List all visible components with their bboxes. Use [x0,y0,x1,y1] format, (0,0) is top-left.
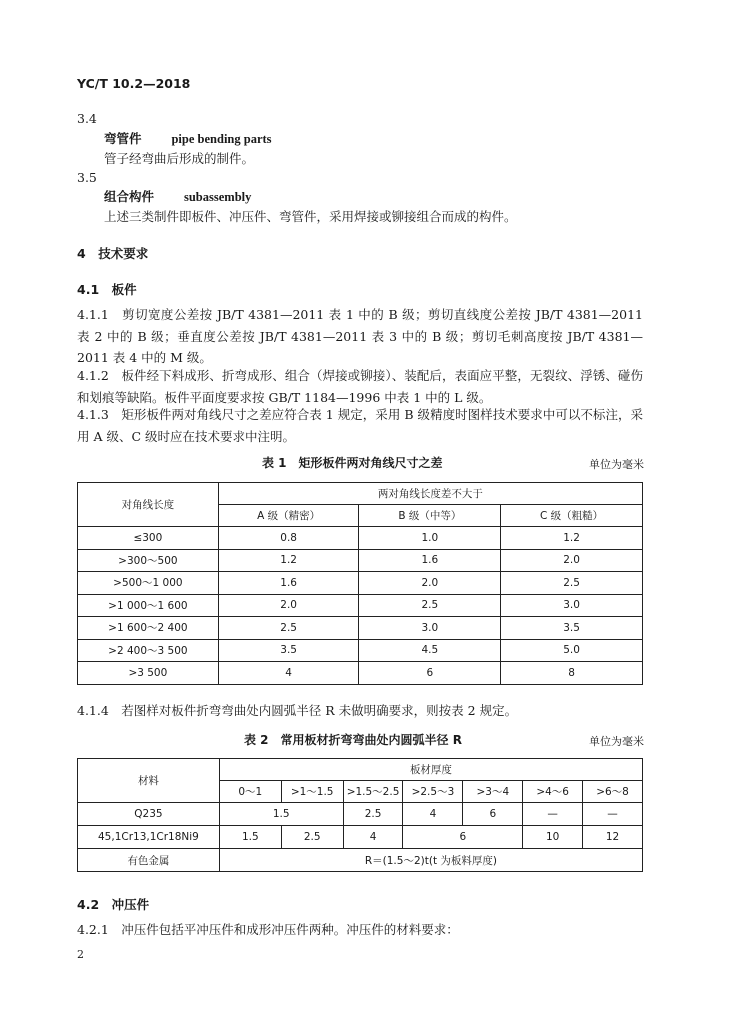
table-1-cell: 8 [501,662,643,685]
table-1-cell: >300～500 [78,549,219,572]
clause-4-1-2: 4.1.2 板件经下料成形、折弯成形、组合（焊接或铆接）、装配后，表面应平整，无裂纹、浮锈、碰伤和划痕等缺陷。板件平面度要求按 GB/T 1184—1996 中表 1 中的 L 级。 [77,368,643,405]
table-1-header-length: 对角线长度 [78,483,219,527]
table-row [78,849,643,872]
table-1-cell: >2 400～3 500 [78,639,219,662]
definition-3-4: 管子经弯曲后形成的制件。 [104,151,255,166]
table-2-caption: 表 2 常用板材折弯弯曲处内圆弧半径 R [244,733,462,747]
table-2-cell: 1.5 [219,826,281,849]
table-2-header-thickness: >2.5～3 [403,781,463,803]
table-1 [77,482,643,685]
table-1-header-group: 两对角线长度差不大于 [218,483,642,505]
table-1-cell: 2.5 [218,617,359,640]
table-row [78,826,643,849]
table-1-cell: >1 600～2 400 [78,617,219,640]
table-1-cell: 5.0 [501,639,643,662]
term-3-5-cn: 组合构件 [104,189,155,204]
table-1-cell: 2.5 [501,572,643,595]
table-2-header-thickness: 0～1 [219,781,281,803]
table-2-header-thickness: >4～6 [523,781,583,803]
table-2-header-thickness: >1～1.5 [281,781,343,803]
table-row [78,803,643,826]
table-1-unit: 单位为毫米 [589,458,644,471]
table-1-cell: 2.0 [501,549,643,572]
table-1-cell: 0.8 [218,527,359,550]
table-2-cell: Q235 [78,803,220,826]
table-2-cell: R＝(1.5～2)t(t 为板料厚度) [219,849,642,872]
table-row [78,639,643,662]
table-2-cell: 有色金属 [78,849,220,872]
term-3-4-cn: 弯管件 [104,131,142,146]
table-2-header-thickness: >6～8 [583,781,643,803]
table-2-unit: 单位为毫米 [589,735,644,748]
table-2-cell: 4 [403,803,463,826]
table-1-cell: >1 000～1 600 [78,594,219,617]
table-1-cell: 4.5 [359,639,501,662]
table-2-cell: 6 [463,803,523,826]
table-1-caption: 表 1 矩形板件两对角线尺寸之差 [262,456,443,470]
table-1-cell: >500～1 000 [78,572,219,595]
section-3-4-number: 3.4 [77,111,97,126]
term-3-4-en: pipe bending parts [171,132,272,146]
table-2-cell: 2.5 [281,826,343,849]
table-1-cell: 3.0 [359,617,501,640]
table-1-cell: 2.0 [218,594,359,617]
table-2-cell: 12 [583,826,643,849]
section-4-1-heading: 4.1 板件 [77,282,137,297]
clause-4-2-1: 4.2.1 冲压件包括平冲压件和成形冲压件两种。冲压件的材料要求： [77,922,459,937]
term-3-4 [104,128,272,150]
table-1-cell: 1.2 [218,549,359,572]
table-2-cell: 4 [343,826,403,849]
table-2-header-group: 板材厚度 [219,759,642,781]
clause-4-1-4: 4.1.4 若图样对板件折弯弯曲处内圆弧半径 R 未做明确要求，则按表 2 规定。 [77,703,518,718]
table-1-cell: 1.6 [218,572,359,595]
table-row [78,549,643,572]
table-1-cell: 1.2 [501,527,643,550]
table-row [78,527,643,550]
table-2-cell: 6 [403,826,523,849]
table-1-header-b: B 级（中等） [359,505,501,527]
clause-4-1-3: 4.1.3 矩形板件两对角线尺寸之差应符合表 1 规定，采用 B 级精度时图样技术要求中可以不标注，采用 A 级、C 级时应在技术要求中注明。 [77,407,643,444]
table-row [78,662,643,685]
table-row [78,572,643,595]
table-1-cell: 4 [218,662,359,685]
table-2-cell: 45,1Cr13,1Cr18Ni9 [78,826,220,849]
table-2-header-material: 材料 [78,759,220,803]
table-2-cell: 10 [523,826,583,849]
table-1-cell: ≤300 [78,527,219,550]
table-1-cell: >3 500 [78,662,219,685]
table-1-header-a: A 级（精密） [218,505,359,527]
table-1-cell: 6 [359,662,501,685]
table-1-cell: 2.0 [359,572,501,595]
table-1-cell: 1.0 [359,527,501,550]
table-2-cell: — [583,803,643,826]
section-3-5-number: 3.5 [77,170,97,185]
table-row [78,594,643,617]
table-1-cell: 2.5 [359,594,501,617]
section-4-2-heading: 4.2 冲压件 [77,897,150,912]
table-2-cell: — [523,803,583,826]
table-2-header-thickness: >1.5～2.5 [343,781,403,803]
table-1-cell: 3.5 [218,639,359,662]
table-2-header-thickness: >3～4 [463,781,523,803]
document-header: YC/T 10.2—2018 [77,76,191,91]
term-3-5 [104,186,251,208]
term-3-5-en: subassembly [183,190,252,204]
table-row [78,617,643,640]
table-2-cell: 1.5 [219,803,343,826]
table-1-cell: 3.0 [501,594,643,617]
table-1-cell: 3.5 [501,617,643,640]
table-2 [77,758,643,872]
section-4-heading: 4 技术要求 [77,246,149,261]
table-1-cell: 1.6 [359,549,501,572]
table-2-cell: 2.5 [343,803,403,826]
definition-3-5: 上述三类制件即板件、冲压件、弯管件，采用焊接或铆接组合而成的构件。 [104,209,517,224]
table-1-header-c: C 级（粗糙） [501,505,643,527]
page-number: 2 [77,948,84,961]
clause-4-1-1: 4.1.1 剪切宽度公差按 JB/T 4381—2011 表 1 中的 B 级；剪切直线度公差按 JB/T 4381—2011 表 2 中的 B 级；垂直度公差按 JB/T 4381—2011 表 3 中的 B 级；剪切毛刺高度按 JB/T 4381—2011 表 4 中的 M 级。 [77,307,643,365]
